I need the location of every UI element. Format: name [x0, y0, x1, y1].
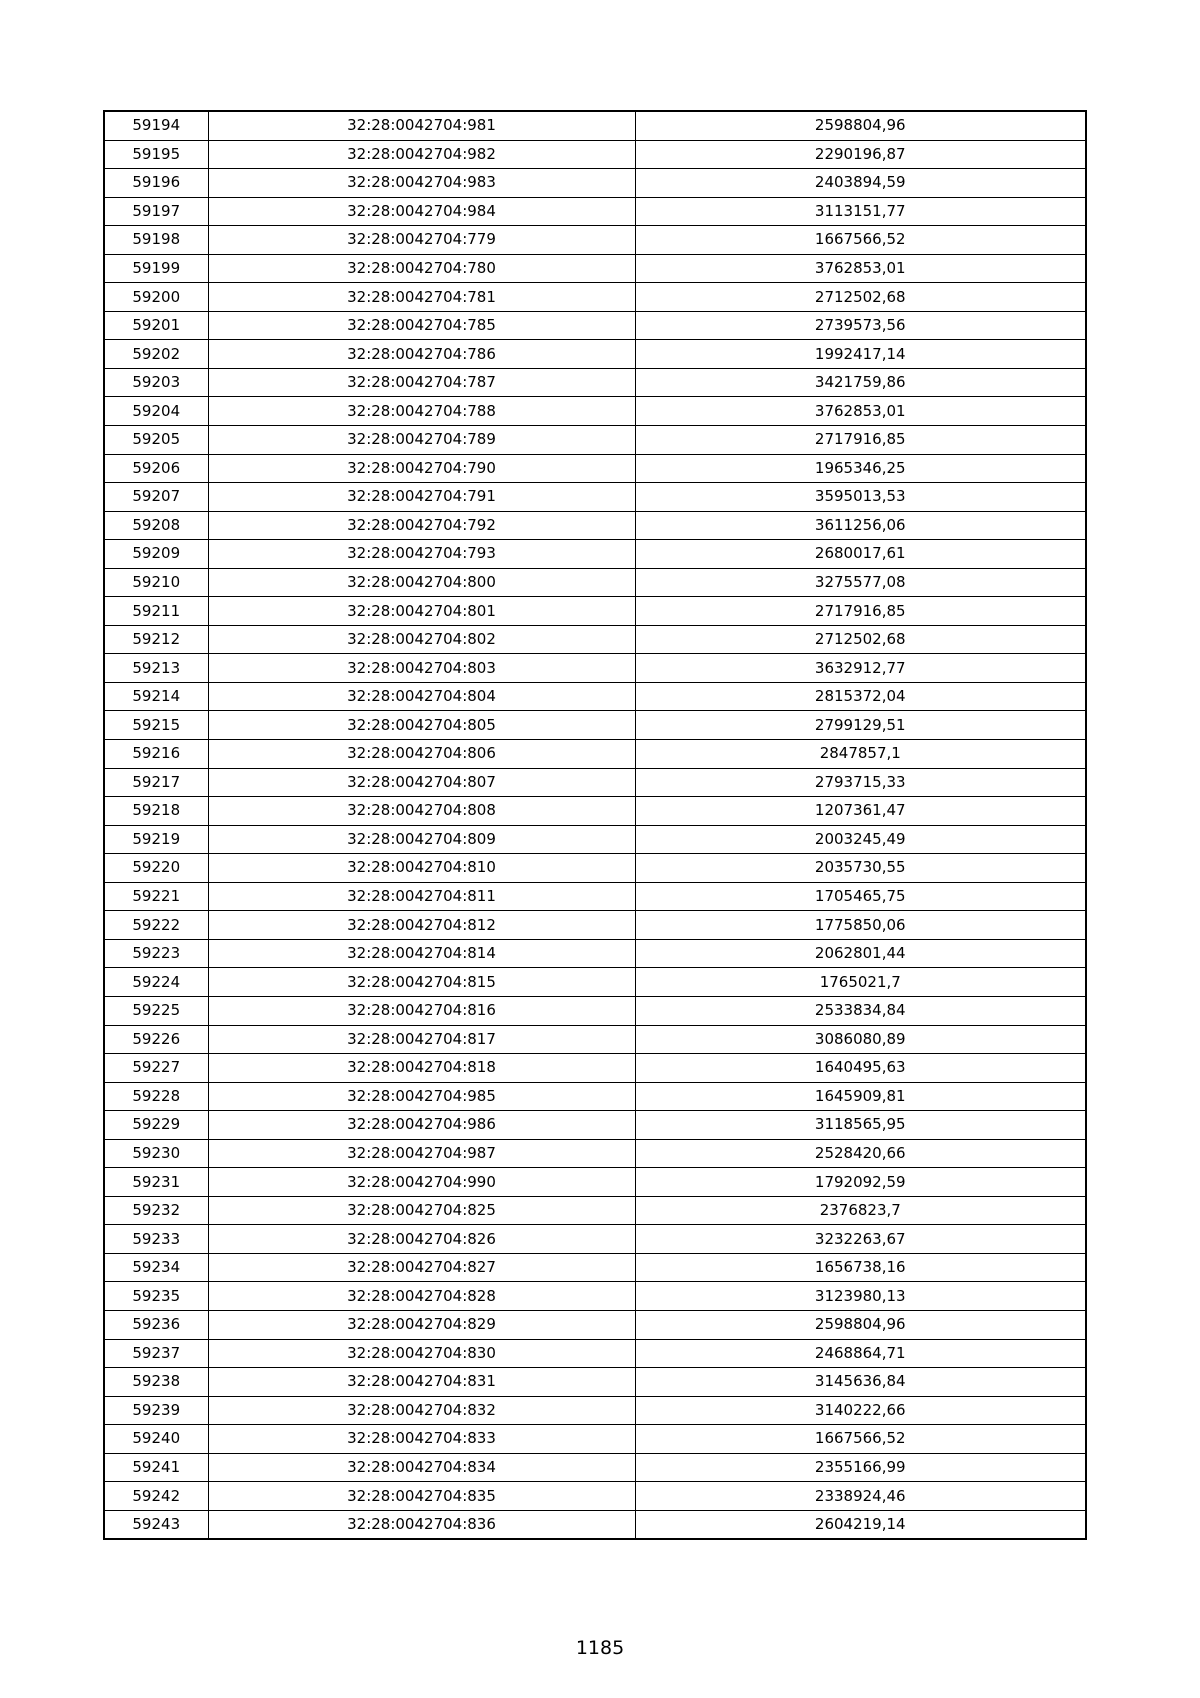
cadastral-number-cell: 32:28:0042704:802 [208, 625, 635, 654]
row-number-cell: 59210 [104, 568, 208, 597]
table-row [104, 1054, 1086, 1083]
row-number-cell: 59204 [104, 397, 208, 426]
cadastral-value-cell: 2355166,99 [635, 1453, 1086, 1482]
cadastral-number-cell: 32:28:0042704:787 [208, 368, 635, 397]
row-number-cell: 59231 [104, 1168, 208, 1197]
cadastral-value-cell: 1965346,25 [635, 454, 1086, 483]
cadastral-number-cell: 32:28:0042704:836 [208, 1510, 635, 1539]
table-row [104, 882, 1086, 911]
row-number-cell: 59202 [104, 340, 208, 369]
table-row [104, 368, 1086, 397]
row-number-cell: 59203 [104, 368, 208, 397]
cadastral-value-cell: 2376823,7 [635, 1196, 1086, 1225]
table-row [104, 568, 1086, 597]
cadastral-value-cell: 2717916,85 [635, 597, 1086, 626]
cadastral-value-cell: 1765021,7 [635, 968, 1086, 997]
table-row [104, 140, 1086, 169]
table-row [104, 226, 1086, 255]
cadastral-number-cell: 32:28:0042704:792 [208, 511, 635, 540]
page-number: 1185 [575, 1637, 625, 1659]
cadastral-number-cell: 32:28:0042704:806 [208, 740, 635, 769]
row-number-cell: 59239 [104, 1396, 208, 1425]
cadastral-number-cell: 32:28:0042704:780 [208, 254, 635, 283]
cadastral-number-cell: 32:28:0042704:985 [208, 1082, 635, 1111]
cadastral-number-cell: 32:28:0042704:801 [208, 597, 635, 626]
table-row [104, 1196, 1086, 1225]
cadastral-value-cell: 3421759,86 [635, 368, 1086, 397]
row-number-cell: 59236 [104, 1310, 208, 1339]
row-number-cell: 59229 [104, 1111, 208, 1140]
cadastral-value-cell: 3275577,08 [635, 568, 1086, 597]
table-row [104, 1368, 1086, 1397]
cadastral-value-cell: 3123980,13 [635, 1282, 1086, 1311]
cadastral-value-cell: 2799129,51 [635, 711, 1086, 740]
row-number-cell: 59216 [104, 740, 208, 769]
row-number-cell: 59206 [104, 454, 208, 483]
cadastral-value-cell: 3118565,95 [635, 1111, 1086, 1140]
cadastral-value-cell: 2712502,68 [635, 283, 1086, 312]
row-number-cell: 59212 [104, 625, 208, 654]
cadastral-number-cell: 32:28:0042704:987 [208, 1139, 635, 1168]
table-row [104, 483, 1086, 512]
row-number-cell: 59207 [104, 483, 208, 512]
table-row [104, 1111, 1086, 1140]
cadastral-number-cell: 32:28:0042704:827 [208, 1253, 635, 1282]
cadastral-value-cell: 2528420,66 [635, 1139, 1086, 1168]
cadastral-value-cell: 3762853,01 [635, 397, 1086, 426]
table-row [104, 711, 1086, 740]
cadastral-value-cell: 3632912,77 [635, 654, 1086, 683]
row-number-cell: 59215 [104, 711, 208, 740]
cadastral-value-cell: 1207361,47 [635, 797, 1086, 826]
cadastral-value-cell: 2847857,1 [635, 740, 1086, 769]
table-row [104, 1253, 1086, 1282]
cadastral-number-cell: 32:28:0042704:785 [208, 311, 635, 340]
row-number-cell: 59198 [104, 226, 208, 255]
row-number-cell: 59214 [104, 682, 208, 711]
table-row [104, 625, 1086, 654]
cadastral-number-cell: 32:28:0042704:808 [208, 797, 635, 826]
row-number-cell: 59242 [104, 1482, 208, 1511]
table-row [104, 654, 1086, 683]
table-row [104, 768, 1086, 797]
cadastral-value-cell: 1775850,06 [635, 911, 1086, 940]
table-row [104, 426, 1086, 455]
cadastral-value-cell: 2035730,55 [635, 854, 1086, 883]
table-row [104, 1282, 1086, 1311]
cadastral-value-cell: 2604219,14 [635, 1510, 1086, 1539]
row-number-cell: 59220 [104, 854, 208, 883]
table-row [104, 597, 1086, 626]
table-row [104, 397, 1086, 426]
row-number-cell: 59230 [104, 1139, 208, 1168]
row-number-cell: 59241 [104, 1453, 208, 1482]
cadastral-value-cell: 2712502,68 [635, 625, 1086, 654]
cadastral-value-cell: 1640495,63 [635, 1054, 1086, 1083]
table-row [104, 254, 1086, 283]
table-row [104, 968, 1086, 997]
cadastral-number-cell: 32:28:0042704:781 [208, 283, 635, 312]
cadastral-value-cell: 2062801,44 [635, 939, 1086, 968]
cadastral-value-cell: 1667566,52 [635, 1425, 1086, 1454]
cadastral-number-cell: 32:28:0042704:826 [208, 1225, 635, 1254]
table-row [104, 1425, 1086, 1454]
cadastral-value-table [103, 110, 1087, 1540]
cadastral-number-cell: 32:28:0042704:833 [208, 1425, 635, 1454]
cadastral-value-cell: 2533834,84 [635, 996, 1086, 1025]
cadastral-number-cell: 32:28:0042704:810 [208, 854, 635, 883]
cadastral-value-cell: 3762853,01 [635, 254, 1086, 283]
row-number-cell: 59196 [104, 169, 208, 198]
table-row [104, 283, 1086, 312]
cadastral-number-cell: 32:28:0042704:793 [208, 540, 635, 569]
cadastral-number-cell: 32:28:0042704:790 [208, 454, 635, 483]
cadastral-value-cell: 2598804,96 [635, 111, 1086, 140]
cadastral-number-cell: 32:28:0042704:800 [208, 568, 635, 597]
table-body [104, 111, 1086, 1539]
table-row [104, 1510, 1086, 1539]
cadastral-number-cell: 32:28:0042704:789 [208, 426, 635, 455]
cadastral-number-cell: 32:28:0042704:812 [208, 911, 635, 940]
cadastral-number-cell: 32:28:0042704:786 [208, 340, 635, 369]
cadastral-number-cell: 32:28:0042704:804 [208, 682, 635, 711]
cadastral-number-cell: 32:28:0042704:986 [208, 1111, 635, 1140]
row-number-cell: 59238 [104, 1368, 208, 1397]
cadastral-value-cell: 2403894,59 [635, 169, 1086, 198]
cadastral-number-cell: 32:28:0042704:803 [208, 654, 635, 683]
cadastral-value-cell: 3140222,66 [635, 1396, 1086, 1425]
row-number-cell: 59194 [104, 111, 208, 140]
table-row [104, 1453, 1086, 1482]
cadastral-value-cell: 1705465,75 [635, 882, 1086, 911]
row-number-cell: 59217 [104, 768, 208, 797]
cadastral-number-cell: 32:28:0042704:791 [208, 483, 635, 512]
cadastral-number-cell: 32:28:0042704:818 [208, 1054, 635, 1083]
cadastral-number-cell: 32:28:0042704:828 [208, 1282, 635, 1311]
row-number-cell: 59224 [104, 968, 208, 997]
table-row [104, 996, 1086, 1025]
cadastral-value-cell: 3595013,53 [635, 483, 1086, 512]
row-number-cell: 59223 [104, 939, 208, 968]
cadastral-value-cell: 1992417,14 [635, 340, 1086, 369]
cadastral-value-cell: 2680017,61 [635, 540, 1086, 569]
table-row [104, 1339, 1086, 1368]
cadastral-number-cell: 32:28:0042704:815 [208, 968, 635, 997]
row-number-cell: 59197 [104, 197, 208, 226]
cadastral-value-cell: 1656738,16 [635, 1253, 1086, 1282]
row-number-cell: 59219 [104, 825, 208, 854]
row-number-cell: 59222 [104, 911, 208, 940]
table-row [104, 1168, 1086, 1197]
cadastral-value-cell: 3145636,84 [635, 1368, 1086, 1397]
cadastral-number-cell: 32:28:0042704:788 [208, 397, 635, 426]
cadastral-number-cell: 32:28:0042704:811 [208, 882, 635, 911]
table-row [104, 1139, 1086, 1168]
table-row [104, 1482, 1086, 1511]
table-row [104, 340, 1086, 369]
cadastral-number-cell: 32:28:0042704:779 [208, 226, 635, 255]
table-row [104, 454, 1086, 483]
row-number-cell: 59199 [104, 254, 208, 283]
cadastral-value-cell: 3232263,67 [635, 1225, 1086, 1254]
cadastral-value-cell: 2468864,71 [635, 1339, 1086, 1368]
cadastral-value-cell: 3086080,89 [635, 1025, 1086, 1054]
table-row [104, 1310, 1086, 1339]
cadastral-number-cell: 32:28:0042704:829 [208, 1310, 635, 1339]
cadastral-number-cell: 32:28:0042704:832 [208, 1396, 635, 1425]
table-row [104, 911, 1086, 940]
row-number-cell: 59228 [104, 1082, 208, 1111]
row-number-cell: 59213 [104, 654, 208, 683]
table-row [104, 854, 1086, 883]
cadastral-value-cell: 2815372,04 [635, 682, 1086, 711]
row-number-cell: 59209 [104, 540, 208, 569]
cadastral-number-cell: 32:28:0042704:984 [208, 197, 635, 226]
row-number-cell: 59234 [104, 1253, 208, 1282]
table-row [104, 797, 1086, 826]
cadastral-number-cell: 32:28:0042704:990 [208, 1168, 635, 1197]
table-row [104, 169, 1086, 198]
table-row [104, 825, 1086, 854]
table-row [104, 111, 1086, 140]
cadastral-value-cell: 2598804,96 [635, 1310, 1086, 1339]
cadastral-value-cell: 2739573,56 [635, 311, 1086, 340]
row-number-cell: 59227 [104, 1054, 208, 1083]
cadastral-value-cell: 3113151,77 [635, 197, 1086, 226]
table-row [104, 1396, 1086, 1425]
row-number-cell: 59205 [104, 426, 208, 455]
row-number-cell: 59226 [104, 1025, 208, 1054]
cadastral-number-cell: 32:28:0042704:982 [208, 140, 635, 169]
row-number-cell: 59195 [104, 140, 208, 169]
cadastral-number-cell: 32:28:0042704:817 [208, 1025, 635, 1054]
cadastral-value-cell: 1792092,59 [635, 1168, 1086, 1197]
row-number-cell: 59208 [104, 511, 208, 540]
cadastral-value-cell: 1667566,52 [635, 226, 1086, 255]
table-row [104, 682, 1086, 711]
cadastral-value-cell: 2003245,49 [635, 825, 1086, 854]
table-row [104, 1082, 1086, 1111]
row-number-cell: 59221 [104, 882, 208, 911]
cadastral-value-cell: 2290196,87 [635, 140, 1086, 169]
cadastral-value-cell: 2338924,46 [635, 1482, 1086, 1511]
table-row [104, 740, 1086, 769]
cadastral-value-cell: 3611256,06 [635, 511, 1086, 540]
row-number-cell: 59211 [104, 597, 208, 626]
cadastral-number-cell: 32:28:0042704:981 [208, 111, 635, 140]
cadastral-value-cell: 1645909,81 [635, 1082, 1086, 1111]
cadastral-number-cell: 32:28:0042704:825 [208, 1196, 635, 1225]
row-number-cell: 59233 [104, 1225, 208, 1254]
row-number-cell: 59240 [104, 1425, 208, 1454]
cadastral-number-cell: 32:28:0042704:805 [208, 711, 635, 740]
row-number-cell: 59237 [104, 1339, 208, 1368]
cadastral-number-cell: 32:28:0042704:830 [208, 1339, 635, 1368]
table-row [104, 197, 1086, 226]
table-row [104, 1225, 1086, 1254]
row-number-cell: 59200 [104, 283, 208, 312]
cadastral-value-cell: 2717916,85 [635, 426, 1086, 455]
row-number-cell: 59225 [104, 996, 208, 1025]
cadastral-value-cell: 2793715,33 [635, 768, 1086, 797]
table-row [104, 1025, 1086, 1054]
cadastral-number-cell: 32:28:0042704:831 [208, 1368, 635, 1397]
cadastral-number-cell: 32:28:0042704:835 [208, 1482, 635, 1511]
cadastral-number-cell: 32:28:0042704:816 [208, 996, 635, 1025]
row-number-cell: 59243 [104, 1510, 208, 1539]
row-number-cell: 59218 [104, 797, 208, 826]
cadastral-number-cell: 32:28:0042704:809 [208, 825, 635, 854]
row-number-cell: 59232 [104, 1196, 208, 1225]
table-row [104, 511, 1086, 540]
table-row [104, 540, 1086, 569]
row-number-cell: 59201 [104, 311, 208, 340]
cadastral-number-cell: 32:28:0042704:983 [208, 169, 635, 198]
table-row [104, 939, 1086, 968]
cadastral-number-cell: 32:28:0042704:814 [208, 939, 635, 968]
cadastral-number-cell: 32:28:0042704:834 [208, 1453, 635, 1482]
cadastral-number-cell: 32:28:0042704:807 [208, 768, 635, 797]
row-number-cell: 59235 [104, 1282, 208, 1311]
table-row [104, 311, 1086, 340]
